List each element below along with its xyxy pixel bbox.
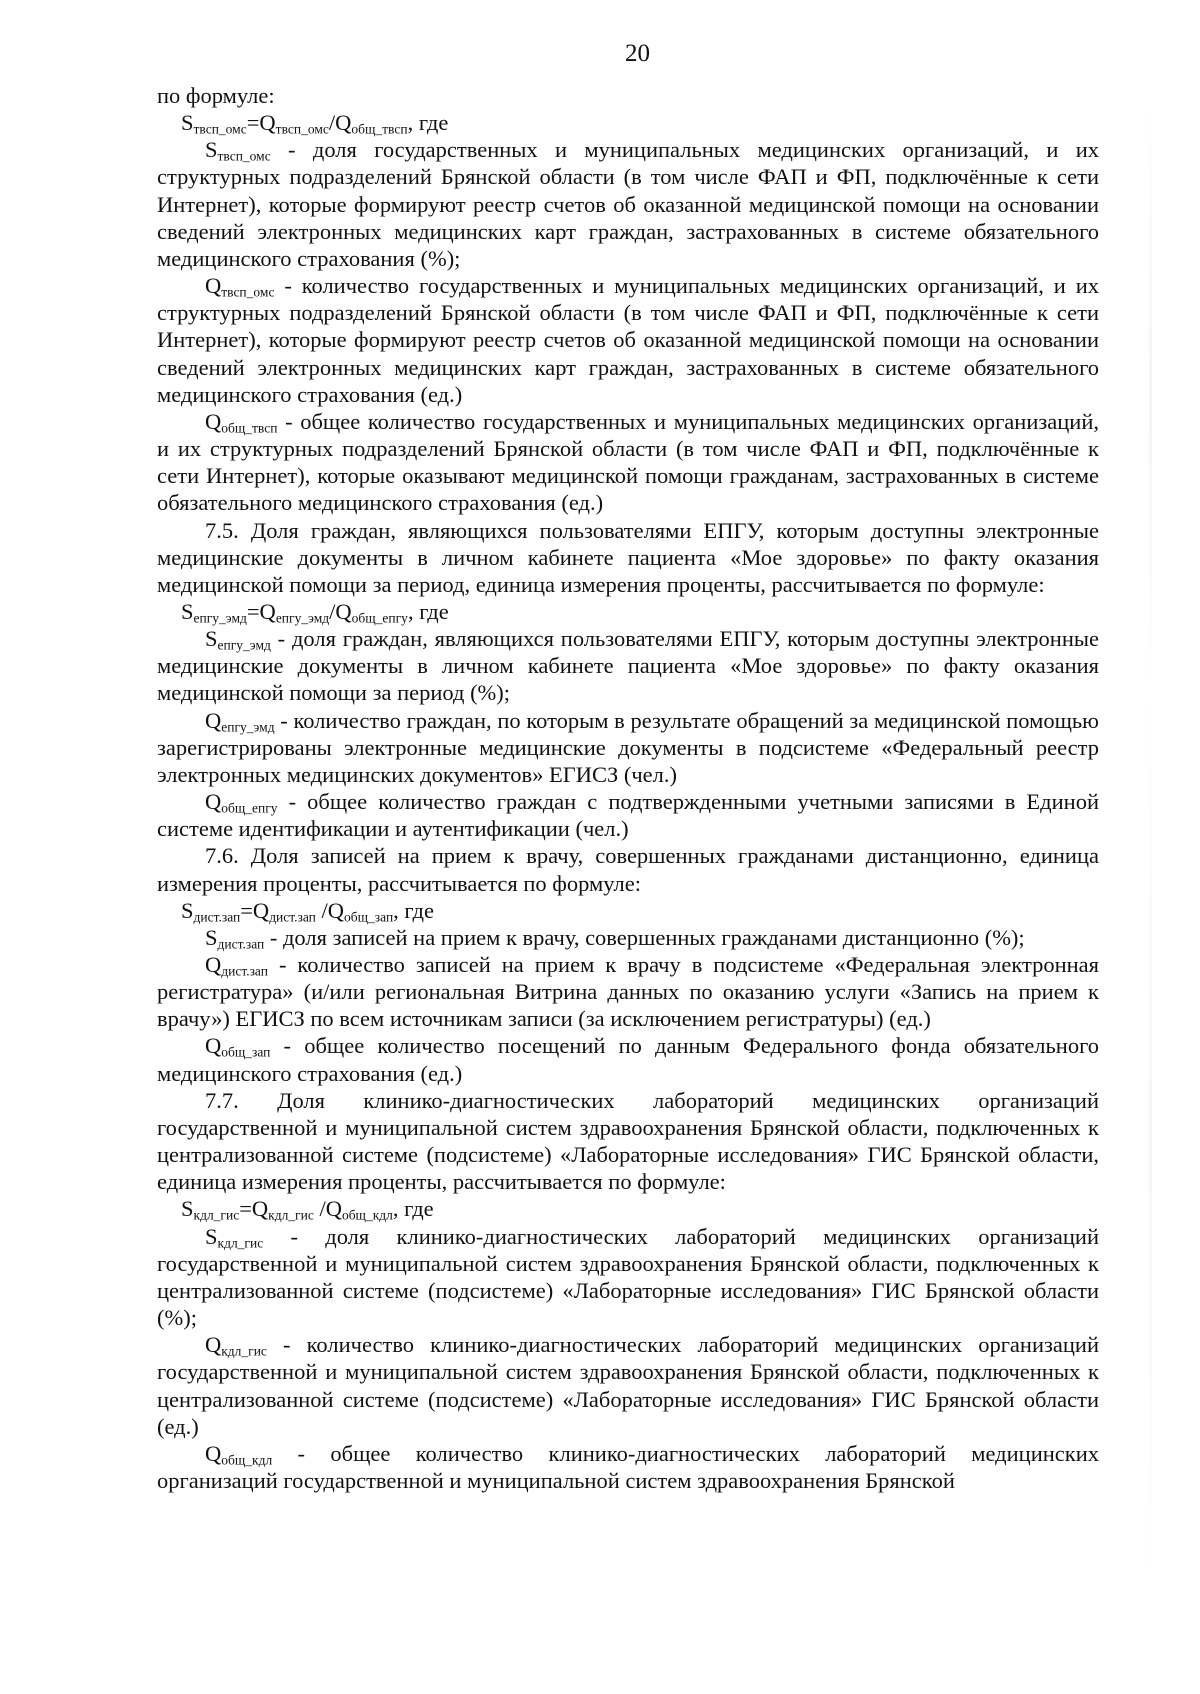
text-run: - доля записей на прием к врачу, совершенных гражданами дистанционно (%); xyxy=(264,924,1025,950)
formula-line xyxy=(157,897,1099,924)
subscript: кдл_гис xyxy=(268,1207,314,1223)
paragraph xyxy=(157,1223,1099,1332)
subscript: общ_кдл xyxy=(221,1452,273,1468)
text-run: , где xyxy=(392,1196,434,1222)
paragraph xyxy=(157,517,1099,598)
paragraph xyxy=(157,1440,1099,1494)
paragraph xyxy=(157,272,1099,408)
text-run: - доля государственных и муниципальных медицинских организаций, и их структурных подразделений Брянской области (в том числе ФАП и ФП, подключённые к сети Интернет), которые формируют реестр счетов об оказанной медицинской помощи на основании сведений электронных медицинских карт граждан, застрахованных в системе обязательного медицинского страхования (%); xyxy=(157,137,1099,271)
subscript: дист.зап xyxy=(193,909,241,925)
text-run: Q xyxy=(205,789,222,815)
text-run: - общее количество государственных и муниципальных медицинских организаций, и их структурных подразделений Брянской области (в том числе ФАП и ФП, подключённые к сети Интернет), которые оказывают медицинской помощи гражданам, застрахованных в системе обязательного медицинского страхования (ед.) xyxy=(157,408,1099,516)
subscript: общ_кдл xyxy=(341,1207,393,1223)
text-run: - общее количество клинико-диагностических лабораторий медицинских организаций государственной и муниципальной систем здравоохранения Брянской xyxy=(157,1440,1099,1493)
text-run: - количество граждан, по которым в результате обращений за медицинской помощью зарегистрированы электронные медицинские документы в подсистеме «Федеральный реестр электронных медицинских документов» ЕГИСЗ (чел.) xyxy=(157,707,1099,787)
paragraph xyxy=(157,1087,1099,1196)
text-run: /Q xyxy=(315,897,345,923)
subscript: твсп_омс xyxy=(275,121,329,137)
text-run: Q xyxy=(205,707,222,733)
text-run: , где xyxy=(393,897,434,923)
text-run: =Q xyxy=(246,110,276,136)
text-run: - количество клинико-диагностических лабораторий медицинских организаций государственной и муниципальной систем здравоохранения Брянской области, подключенных к централизованной системе (подсистеме) «Лабораторные исследования» ГИС Брянской области (ед.) xyxy=(157,1332,1099,1439)
text-run: S xyxy=(205,626,218,652)
text-run: 7.7. Доля клинико-диагностических лабораторий медицинских организаций государственной и муниципальной систем здравоохранения Брянской области, подключенных к централизованной системе (подсистеме) «Лабораторные исследования» ГИС Брянской области, единица измерения проценты, рассчитывается по формуле: xyxy=(157,1087,1099,1195)
text-run: - общее количество граждан с подтвержденными учетными записями в Единой системе идентификации и аутентификации (чел.) xyxy=(157,789,1099,842)
subscript: епгу_эмд xyxy=(217,637,271,653)
text-run: , где xyxy=(407,598,449,624)
text-run: Q xyxy=(205,1332,222,1358)
paragraph xyxy=(157,924,1099,951)
page-number: 20 xyxy=(625,40,650,67)
text-run: /Q xyxy=(313,1196,342,1222)
subscript: общ_твсп xyxy=(221,420,278,436)
paragraph xyxy=(157,1032,1099,1086)
subscript: общ_епгу xyxy=(221,800,278,816)
text-run: /Q xyxy=(329,598,352,624)
subscript: кдл_гис xyxy=(193,1207,240,1223)
text-run: - количество государственных и муниципальных медицинских организаций, и их структурных подразделений Брянской области (в том числе ФАП и ФП, подключённые к сети Интернет), которые формируют реестр счетов об оказанной медицинской помощи на основании сведений электронных медицинских карт граждан, застрахованных в системе обязательного медицинского страхования (ед.) xyxy=(157,273,1099,407)
text-run: S xyxy=(205,1223,218,1249)
subscript: общ_твсп xyxy=(351,121,408,137)
paragraph xyxy=(157,1331,1099,1440)
subscript: твсп_омс xyxy=(193,121,247,137)
text-run: Q xyxy=(205,408,222,434)
subscript: твсп_омс xyxy=(221,284,275,300)
text-run: 7.6. Доля записей на прием к врачу, совершенных гражданами дистанционно, единица измерения проценты, рассчитывается по формуле: xyxy=(157,843,1099,896)
text-run: =Q xyxy=(246,598,276,624)
paragraph xyxy=(157,707,1099,788)
text-run: - общее количество посещений по данным Федерального фонда обязательного медицинского страхования (ед.) xyxy=(157,1033,1099,1086)
paragraph-lead: по формуле: xyxy=(157,83,275,108)
document-body xyxy=(157,82,1099,1494)
scan-artifact xyxy=(1149,100,1152,1580)
subscript: общ_епгу xyxy=(351,610,408,626)
text-run: , где xyxy=(407,110,449,136)
subscript: дист.зап xyxy=(269,909,316,925)
text-run: Q xyxy=(205,952,222,977)
text-run: - доля граждан, являющихся пользователями ЕПГУ, которым доступны электронные медицинские документы в личном кабинете пациента «Мое здоровье» по факту оказания медицинской помощи за период (%); xyxy=(157,626,1099,706)
text-run: /Q xyxy=(328,110,352,136)
text-run: 7.5. Доля граждан, являющихся пользователями ЕПГУ, которым доступны электронные медицинские документы в личном кабинете пациента «Мое здоровье» по факту оказания медицинской помощи за период, единица измерения проценты, рассчитывается по формуле: xyxy=(157,517,1099,597)
text-run: Q xyxy=(205,1033,222,1059)
subscript: твсп_омс xyxy=(217,148,271,164)
subscript: кдл_гис xyxy=(217,1234,264,1250)
text-run: S xyxy=(205,137,218,163)
text-run: S xyxy=(205,924,218,950)
subscript: епгу_эмд xyxy=(221,718,275,734)
text-run: - доля клинико-диагностических лабораторий медицинских организаций государственной и муниципальной систем здравоохранения Брянской области, подключенных к централизованной системе (подсистеме) «Лабораторные исследования» ГИС Брянской области (%); xyxy=(157,1223,1099,1331)
formula-line xyxy=(157,109,1099,136)
subscript: кдл_гис xyxy=(221,1343,267,1359)
text-run: S xyxy=(181,110,194,136)
text-run: Q xyxy=(205,1440,222,1466)
paragraph xyxy=(157,788,1099,842)
subscript: епгу_эмд xyxy=(193,610,247,626)
formula-line xyxy=(157,1195,1099,1222)
text-run: =Q xyxy=(239,1196,269,1222)
formula-line xyxy=(157,598,1099,625)
paragraph xyxy=(157,408,1099,517)
paragraph xyxy=(157,625,1099,706)
subscript: общ_зап xyxy=(344,909,394,925)
text-run: - количество записей на прием к врачу в подсистеме «Федеральная электронная регистратура» (и/или региональная Витрина данных по оказанию услуги «Запись на прием к врачу») ЕГИСЗ по всем источникам записи (за исключением регистратуры) (ед.) xyxy=(157,952,1099,1032)
text-run: Q xyxy=(205,273,222,299)
text-run: =Q xyxy=(240,897,270,923)
text-run: S xyxy=(181,598,194,624)
paragraph xyxy=(157,842,1099,896)
text-run: S xyxy=(181,1196,194,1222)
subscript: дист.зап xyxy=(217,936,265,952)
subscript: епгу_эмд xyxy=(275,610,330,626)
paragraph xyxy=(157,951,1099,1032)
subscript: общ_зап xyxy=(221,1044,271,1060)
subscript: дист.зап xyxy=(221,963,268,979)
paragraph xyxy=(157,136,1099,272)
text-run: S xyxy=(181,897,194,923)
